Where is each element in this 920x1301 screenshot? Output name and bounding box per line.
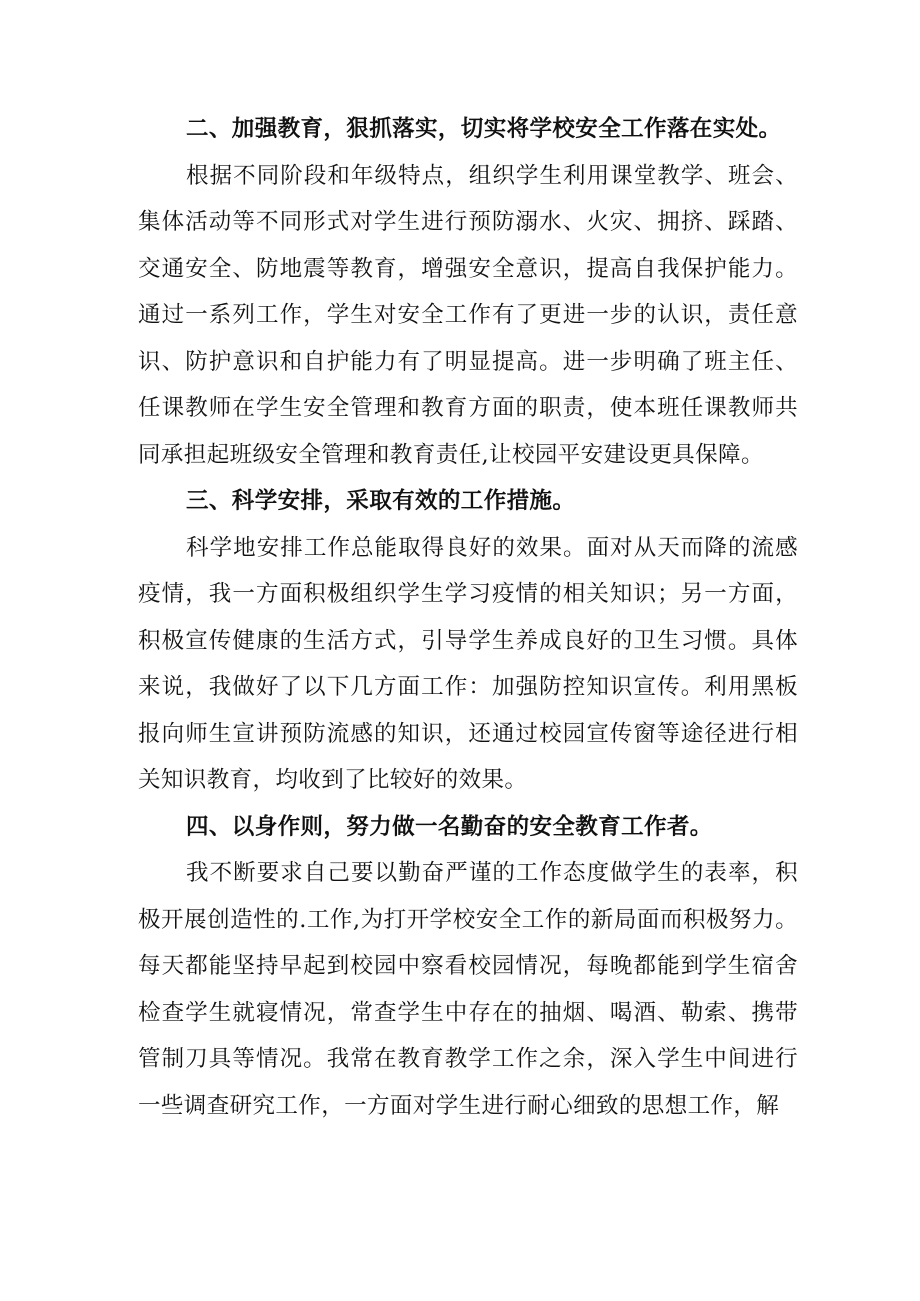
section-heading-4: 四、以身作则，努力做一名勤奋的安全教育工作者。 [186, 813, 713, 840]
section-heading-3: 三、科学安排，采取有效的工作措施。 [186, 488, 576, 514]
section-paragraph-2: 根据不同阶段和年级特点，组织学生利用课堂教学、班会、集体活动等不同形式对学生进行预防溺水、火灾、拥挤、踩踏、交通安全、防地震等教育，增强安全意识，提高自我保护能力。通过一系列工作，学生对安全工作有了更进一步的认识，责任意识、防护意识和自护能力有了明显提高。进一步明确了班主任、任课教师在学生安全管理和教育方面的职责，使本班任课教师共同承担起班级安全管理和教育责任,让校园平安建设更具保障。 [138, 162, 798, 468]
section-paragraph-4: 我不断要求自己要以勤奋严谨的工作态度做学生的表率，积极开展创造性的.工作,为打开学校安全工作的新局面而积极努力。每天都能坚持早起到校园中察看校园情况，每晚都能到学生宿舍检查学生就寝情况，常查学生中存在的抽烟、喝酒、勒索、携带管制刀具等情况。我常在教育教学工作之余，深入学生中间进行一些调查研究工作，一方面对学生进行耐心细致的思想工作，解 [138, 860, 798, 1119]
section-paragraph-3: 科学地安排工作总能取得良好的效果。面对从天而降的流感疫情，我一方面积极组织学生学习疫情的相关知识；另一方面，积极宣传健康的生活方式，引导学生养成良好的卫生习惯。具体来说，我做好了以下几方面工作：加强防控知识宣传。利用黑板报向师生宣讲预防流感的知识，还通过校园宣传窗等途径进行相关知识教育，均收到了比较好的效果。 [138, 534, 798, 793]
document-body [138, 106, 798, 1129]
section-heading-2: 二、加强教育，狠抓落实，切实将学校安全工作落在实处。 [186, 116, 782, 142]
